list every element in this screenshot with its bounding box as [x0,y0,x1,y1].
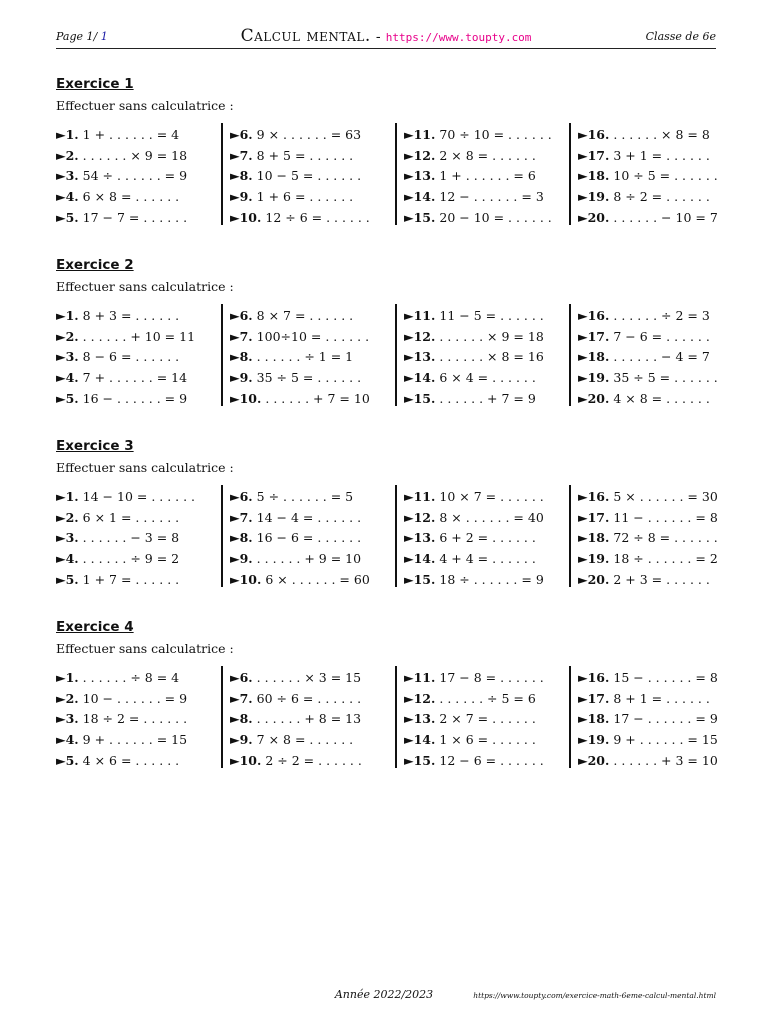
exercise-item [404,751,572,772]
item-expression: 8 ÷ 2 = . . . . . . [613,189,710,205]
item-expression: 1 × 6 = . . . . . . [439,732,536,748]
exercise-columns [56,125,716,229]
item-number: ►20. [578,571,610,587]
item-number: ►4. [56,370,79,386]
exercise-item [56,368,224,389]
exercise-item [578,549,746,570]
item-expression: . . . . . . ÷ 8 = 4 [82,670,180,685]
item-expression: 17 − . . . . . . = 9 [613,711,718,727]
exercise-item [230,187,398,208]
exercise-item [56,508,224,529]
exercise-section [56,257,716,417]
exercise-item [230,528,398,549]
exercise-column [230,487,398,591]
exercise-item [578,327,746,348]
exercise-column [404,125,572,229]
item-number: ►19. [578,189,610,205]
item-expression: 2 + 3 = . . . . . . [613,571,710,587]
exercise-item [404,187,572,208]
item-number: ►8. [230,711,253,727]
item-number: ►3. [56,168,79,184]
item-number: ►12. [404,328,436,344]
exercise-section [56,619,716,779]
exercise-title: Exercice 1 [56,76,134,92]
item-expression: 7 + . . . . . . = 14 [82,370,188,386]
item-expression: 15 − . . . . . . = 8 [613,670,718,685]
exercise-item [230,668,398,689]
exercise-item [404,730,572,751]
item-number: ►9. [230,370,253,386]
item-expression: 4 × 8 = . . . . . . [613,390,710,406]
footer-year: Année 2022/2023 [334,988,434,1001]
item-number: ►19. [578,551,610,567]
exercise-item [230,166,398,187]
item-expression: 11 − . . . . . . = 8 [613,509,718,525]
item-number: ►7. [230,147,253,163]
exercise-item [56,709,224,730]
exercise-instruction: Effectuer sans calculatrice : [56,641,234,656]
exercise-item [578,187,746,208]
item-expression: . . . . . . ÷ 2 = 3 [613,308,710,323]
item-expression: 1 + . . . . . . = 4 [82,127,180,142]
exercise-section [56,438,716,598]
item-number: ►2. [56,328,79,344]
item-expression: 70 ÷ 10 = . . . . . . [439,127,552,142]
item-number: ►10. [230,752,262,768]
item-number: ►17. [578,328,610,344]
item-expression: 60 ÷ 6 = . . . . . . [256,690,362,706]
item-expression: . . . . . . + 7 = 10 [265,390,370,406]
exercise-item [230,389,398,410]
exercise-item [230,368,398,389]
item-number: ►3. [56,530,79,546]
item-number: ►5. [56,209,79,225]
exercise-column [56,306,224,410]
class-label: Classe de 6e [645,30,716,43]
exercise-item [56,306,224,327]
item-number: ►4. [56,189,79,205]
item-expression: 1 + 6 = . . . . . . [256,189,354,205]
exercise-section [56,76,716,236]
exercise-item [578,306,746,327]
item-expression: 5 × . . . . . . = 30 [613,489,718,504]
item-expression: . . . . . . − 4 = 7 [613,349,710,365]
exercise-item [56,570,224,591]
item-number: ►14. [404,370,436,386]
item-expression: 16 − 6 = . . . . . . [256,530,362,546]
item-number: ►12. [404,509,436,525]
exercise-title: Exercice 4 [56,619,134,635]
item-expression: . . . . . . − 10 = 7 [613,209,718,225]
item-number: ►20. [578,209,610,225]
exercise-item [230,327,398,348]
item-expression: . . . . . . × 9 = 18 [439,328,544,344]
exercise-item [578,751,746,772]
exercise-columns [56,487,716,591]
item-number: ►2. [56,147,79,163]
item-expression: 10 × 7 = . . . . . . [439,489,544,504]
exercise-item [404,327,572,348]
item-expression: 9 × . . . . . . = 63 [256,127,362,142]
exercise-instruction: Effectuer sans calculatrice : [56,98,234,113]
item-number: ►7. [230,328,253,344]
item-number: ►11. [404,670,436,685]
item-expression: 8 × 7 = . . . . . . [256,308,354,323]
item-number: ►10. [230,209,262,225]
item-number: ►6. [230,489,253,504]
exercise-item [578,709,746,730]
item-expression: 18 ÷ 2 = . . . . . . [82,711,188,727]
item-number: ►18. [578,349,610,365]
exercise-item [230,570,398,591]
exercise-item [578,166,746,187]
item-expression: 6 × . . . . . . = 60 [265,571,370,587]
item-number: ►15. [404,752,436,768]
exercise-item [578,389,746,410]
item-expression: 7 × 8 = . . . . . . [256,732,354,748]
exercise-item [578,347,746,368]
page-label: Page 1/ [56,30,98,43]
exercise-column [578,125,746,229]
item-expression: . . . . . . + 9 = 10 [256,551,362,567]
title-separator: - [375,29,381,45]
item-expression: . . . . . . × 8 = 16 [439,349,544,365]
exercise-column [56,487,224,591]
item-expression: 8 − 6 = . . . . . . [82,349,180,365]
exercise-item [404,389,572,410]
item-number: ►15. [404,571,436,587]
exercise-item [404,368,572,389]
item-expression: . . . . . . ÷ 1 = 1 [256,349,354,365]
item-expression: . . . . . . + 10 = 11 [82,328,196,344]
exercise-column [404,306,572,410]
item-number: ►3. [56,349,79,365]
exercise-columns [56,668,716,772]
exercise-item [230,306,398,327]
exercise-item [230,487,398,508]
item-expression: 17 − 7 = . . . . . . [82,209,188,225]
exercise-item [56,208,224,229]
item-expression: 9 + . . . . . . = 15 [613,732,718,748]
item-number: ►3. [56,711,79,727]
exercise-item [404,570,572,591]
exercise-columns [56,306,716,410]
exercise-item [230,751,398,772]
exercise-item [404,709,572,730]
header-center [56,26,716,46]
item-number: ►1. [56,127,79,142]
item-expression: 10 − . . . . . . = 9 [82,690,188,706]
item-number: ►5. [56,390,79,406]
item-number: ►16. [578,670,610,685]
exercise-item [404,528,572,549]
item-number: ►4. [56,551,79,567]
item-number: ►2. [56,509,79,525]
item-number: ►17. [578,509,610,525]
exercise-column [404,668,572,772]
item-number: ►4. [56,732,79,748]
item-expression: 8 × . . . . . . = 40 [439,509,544,525]
item-expression: . . . . . . + 7 = 9 [439,390,536,406]
item-number: ►5. [56,752,79,768]
item-expression: 2 ÷ 2 = . . . . . . [265,752,362,768]
item-expression: 12 − . . . . . . = 3 [439,189,544,205]
item-number: ►16. [578,308,610,323]
item-expression: 8 + 3 = . . . . . . [82,308,180,323]
item-number: ►10. [230,390,262,406]
item-number: ►14. [404,189,436,205]
item-number: ►16. [578,127,610,142]
item-number: ►6. [230,670,253,685]
item-number: ►11. [404,489,436,504]
exercise-item [56,166,224,187]
item-expression: 6 + 2 = . . . . . . [439,530,536,546]
item-expression: . . . . . . × 3 = 15 [256,670,362,685]
item-expression: 14 − 4 = . . . . . . [256,509,362,525]
item-number: ►2. [56,690,79,706]
item-number: ►11. [404,308,436,323]
item-number: ►17. [578,690,610,706]
exercise-item [404,549,572,570]
item-expression: 6 × 1 = . . . . . . [82,509,180,525]
exercise-item [56,187,224,208]
exercise-item [230,146,398,167]
exercise-item [404,347,572,368]
exercise-item [230,508,398,529]
item-expression: 16 − . . . . . . = 9 [82,390,188,406]
exercise-item [56,487,224,508]
item-expression: 35 ÷ 5 = . . . . . . [613,370,718,386]
item-number: ►9. [230,551,253,567]
exercise-item [56,528,224,549]
item-number: ►15. [404,390,436,406]
exercise-item [56,125,224,146]
exercise-item [56,730,224,751]
item-number: ►9. [230,189,253,205]
item-number: ►19. [578,370,610,386]
exercise-item [230,208,398,229]
item-expression: 18 ÷ . . . . . . = 9 [439,571,544,587]
item-expression: 10 − 5 = . . . . . . [256,168,362,184]
exercise-title: Exercice 3 [56,438,134,454]
exercise-item [404,166,572,187]
item-expression: 8 + 1 = . . . . . . [613,690,710,706]
exercise-item [230,709,398,730]
exercise-item [578,208,746,229]
item-number: ►13. [404,711,436,727]
item-expression: 12 − 6 = . . . . . . [439,752,544,768]
exercise-item [404,208,572,229]
item-expression: 17 − 8 = . . . . . . [439,670,544,685]
exercise-instruction: Effectuer sans calculatrice : [56,460,234,475]
item-expression: 12 ÷ 6 = . . . . . . [265,209,370,225]
item-expression: . . . . . . ÷ 9 = 2 [82,551,180,567]
exercise-item [578,125,746,146]
item-expression: 72 ÷ 8 = . . . . . . [613,530,718,546]
item-number: ►18. [578,530,610,546]
item-expression: . . . . . . × 9 = 18 [82,147,188,163]
exercise-item [578,508,746,529]
exercise-column [56,668,224,772]
exercise-item [404,487,572,508]
exercise-item [578,146,746,167]
item-expression: 1 + 7 = . . . . . . [82,571,180,587]
exercise-column [230,668,398,772]
exercise-item [404,125,572,146]
exercise-item [56,389,224,410]
exercise-column [56,125,224,229]
header-site-link[interactable]: https://www.toupty.com [385,31,532,44]
exercise-item [578,570,746,591]
exercise-item [578,668,746,689]
item-expression: 11 − 5 = . . . . . . [439,308,544,323]
page-total-link[interactable]: 1 [100,30,108,43]
item-expression: 6 × 8 = . . . . . . [82,189,180,205]
exercise-item [56,668,224,689]
exercise-column [404,487,572,591]
item-expression: 2 × 8 = . . . . . . [439,147,536,163]
item-number: ►7. [230,690,253,706]
exercise-column [578,487,746,591]
exercise-item [404,146,572,167]
exercise-item [578,730,746,751]
item-expression: 54 ÷ . . . . . . = 9 [82,168,188,184]
exercise-item [230,689,398,710]
item-number: ►1. [56,670,79,685]
exercise-item [230,347,398,368]
exercise-item [578,487,746,508]
item-expression: 4 + 4 = . . . . . . [439,551,536,567]
page-title: Calcul mental. [240,26,371,46]
item-expression: 18 ÷ . . . . . . = 2 [613,551,718,567]
item-expression: 7 − 6 = . . . . . . [613,328,710,344]
exercise-item [578,689,746,710]
item-number: ►6. [230,127,253,142]
item-number: ►17. [578,147,610,163]
item-number: ►10. [230,571,262,587]
exercise-item [578,368,746,389]
item-number: ►6. [230,308,253,323]
item-number: ►14. [404,551,436,567]
item-expression: 1 + . . . . . . = 6 [439,168,536,184]
exercise-item [404,508,572,529]
item-expression: 3 + 1 = . . . . . . [613,147,710,163]
item-number: ►19. [578,732,610,748]
item-number: ►12. [404,690,436,706]
item-number: ►7. [230,509,253,525]
footer-url-link[interactable]: https://www.toupty.com/exercice-math-6eme-calcul-mental.html [473,991,716,1000]
item-number: ►11. [404,127,436,142]
exercise-item [56,549,224,570]
item-number: ►13. [404,349,436,365]
item-number: ►12. [404,147,436,163]
item-number: ►5. [56,571,79,587]
item-number: ►13. [404,530,436,546]
item-expression: 2 × 7 = . . . . . . [439,711,536,727]
item-expression: 14 − 10 = . . . . . . [82,489,196,504]
item-number: ►20. [578,752,610,768]
item-number: ►16. [578,489,610,504]
item-number: ►9. [230,732,253,748]
item-expression: . . . . . . × 8 = 8 [613,127,710,142]
item-expression: . . . . . . − 3 = 8 [82,530,180,546]
item-number: ►1. [56,308,79,323]
exercise-item [404,689,572,710]
item-number: ►8. [230,349,253,365]
item-number: ►8. [230,168,253,184]
exercise-item [56,327,224,348]
page-header [56,26,716,49]
exercise-instruction: Effectuer sans calculatrice : [56,279,234,294]
item-expression: 20 − 10 = . . . . . . [439,209,552,225]
exercise-item [230,125,398,146]
item-number: ►18. [578,711,610,727]
item-number: ►20. [578,390,610,406]
exercise-column [578,668,746,772]
item-number: ►14. [404,732,436,748]
exercise-item [578,528,746,549]
item-number: ►13. [404,168,436,184]
item-expression: 4 × 6 = . . . . . . [82,752,180,768]
item-expression: 9 + . . . . . . = 15 [82,732,188,748]
item-number: ►15. [404,209,436,225]
item-expression: 35 ÷ 5 = . . . . . . [256,370,362,386]
exercise-item [56,689,224,710]
exercise-item [230,549,398,570]
exercise-column [578,306,746,410]
item-expression: . . . . . . + 8 = 13 [256,711,362,727]
exercise-item [56,751,224,772]
exercise-item [56,347,224,368]
exercise-item [404,668,572,689]
exercise-item [404,306,572,327]
item-expression: 6 × 4 = . . . . . . [439,370,536,386]
item-expression: 8 + 5 = . . . . . . [256,147,354,163]
item-expression: . . . . . . ÷ 5 = 6 [439,690,536,706]
item-number: ►18. [578,168,610,184]
item-expression: 5 ÷ . . . . . . = 5 [256,489,354,504]
exercise-column [230,306,398,410]
item-number: ►8. [230,530,253,546]
exercise-item [230,730,398,751]
item-expression: . . . . . . + 3 = 10 [613,752,718,768]
exercise-title: Exercice 2 [56,257,134,273]
exercise-item [56,146,224,167]
item-expression: 100÷10 = . . . . . . [256,328,370,344]
item-expression: 10 ÷ 5 = . . . . . . [613,168,718,184]
item-number: ►1. [56,489,79,504]
exercise-column [230,125,398,229]
